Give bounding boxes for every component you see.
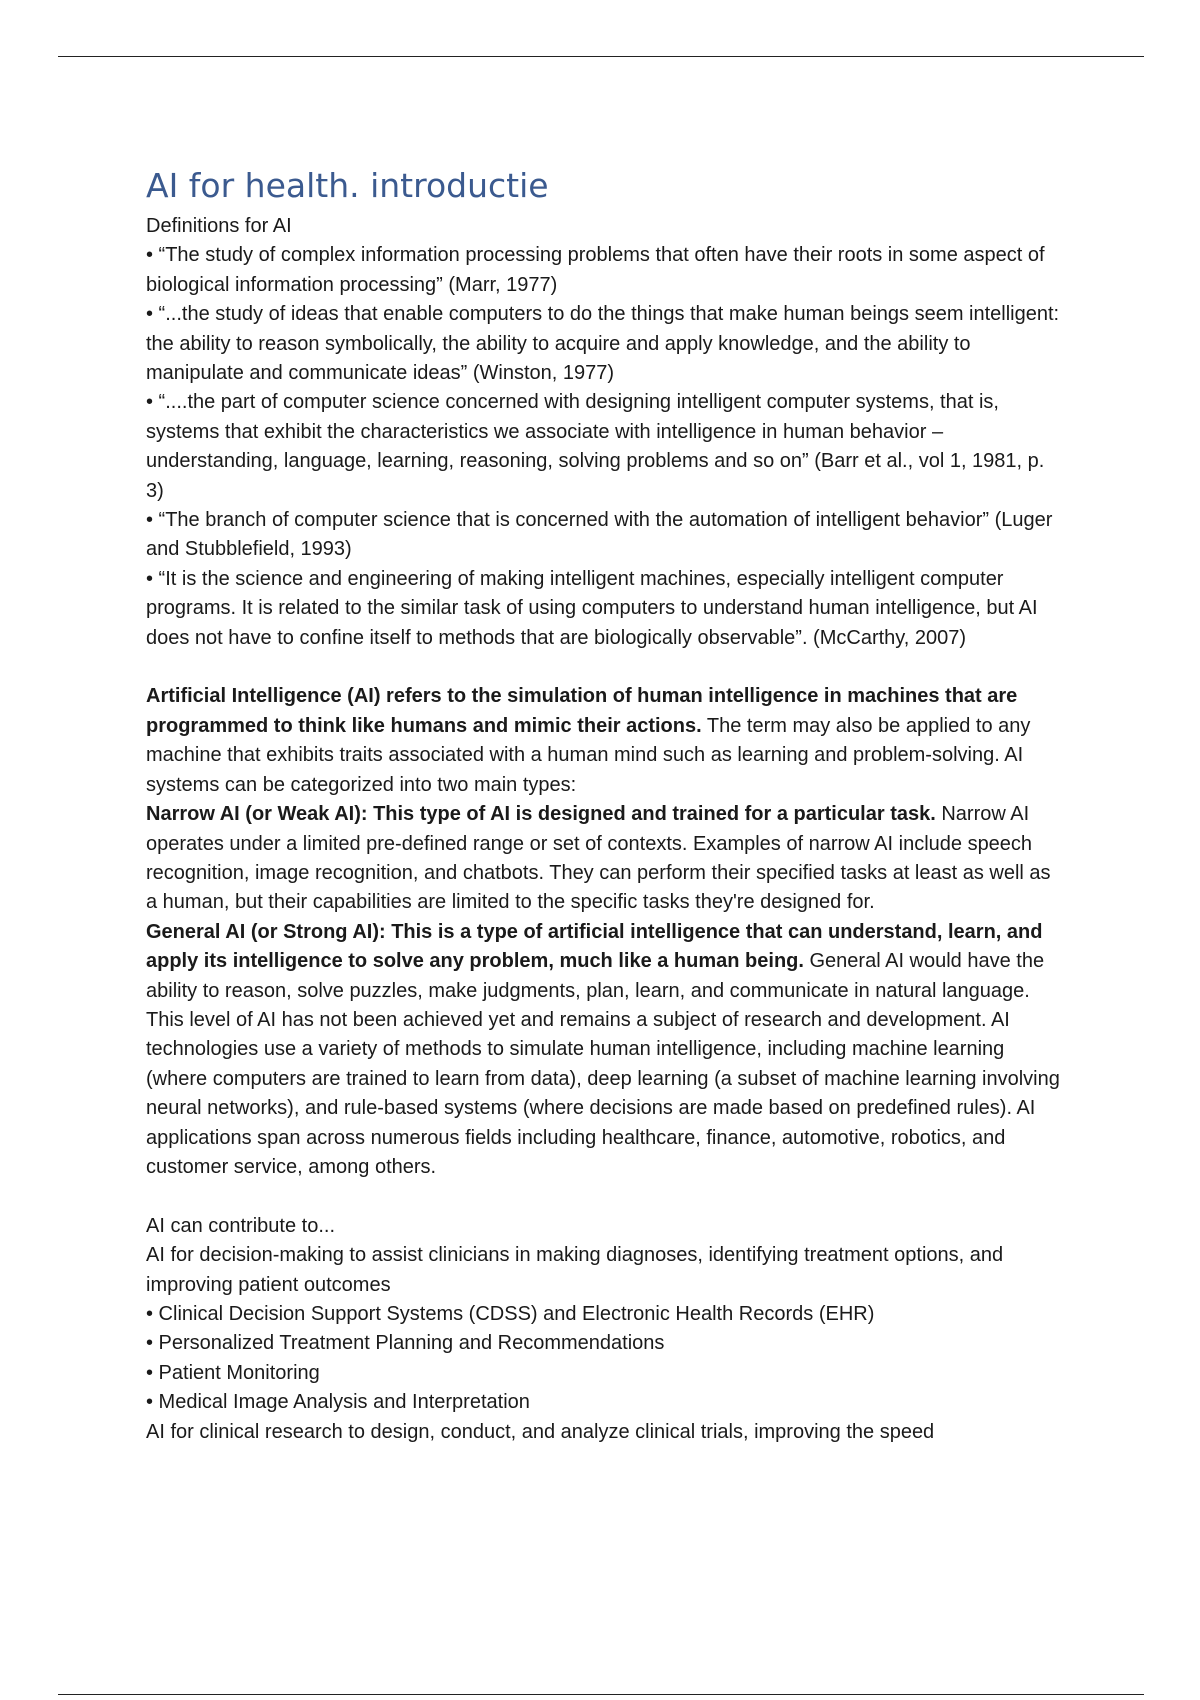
general-ai-paragraph: [146, 918, 1066, 1006]
document-title: AI for health. introductie: [146, 166, 549, 205]
paragraph-spacer: [146, 1182, 1066, 1211]
ai-definition-bold: Artificial Intelligence (AI) refers to the simulation of human intelligence in machines that are programmed to think like humans and mimic their actions.: [146, 685, 1018, 737]
decision-making-intro: AI for decision-making to assist clinicians in making diagnoses, identifying treatment options, and improving patient outcomes: [146, 1244, 1004, 1296]
general-ai-text: General AI would have the ability to reason, solve puzzles, make judgments, plan, learn, and communicate in natural language.: [146, 950, 1045, 1002]
development-paragraph: This level of AI has not been achieved yet and remains a subject of research and development. AI technologies use a variety of methods to simulate human intelligence, including machine learning (where computers are trained to learn from data), deep learning (a subset of machine learning involving neural networks), and rule-based systems (where decisions are made based on predefined rules). AI applications span across numerous fields including healthcare, finance, automotive, robotics, and customer service, among others.: [146, 1008, 1060, 1178]
bottom-rule: [58, 1694, 1144, 1695]
definition-item: • “The branch of computer science that is concerned with the automation of intelligent behavior” (Luger and Stubblefield, 1993): [146, 509, 1053, 561]
clinical-research-line: AI for clinical research to design, conduct, and analyze clinical trials, improving the speed: [146, 1420, 935, 1443]
narrow-ai-paragraph: [146, 800, 1066, 918]
narrow-ai-text: Narrow AI operates under a limited pre-defined range or set of contexts. Examples of narrow AI include speech recognition, image recognition, and chatbots. They can perform their specified tasks at least as well as a human, but their capabilities are limited to the specific tasks they're designed for.: [146, 803, 1051, 914]
ai-definition-paragraph: [146, 682, 1066, 800]
paragraph-spacer: [146, 653, 1066, 682]
definition-item: • “....the part of computer science concerned with designing intelligent computer systems, that is, systems that exhibit the characteristics we associate with intelligence in human behavior – understanding, language, learning, reasoning, solving problems and so on” (Barr et al., vol 1, 1981, p. 3): [146, 391, 1045, 502]
general-ai-bold: General AI (or Strong AI): This is a type of artificial intelligence that can understand, learn, and apply its intelligence to solve any problem, much like a human being.: [146, 920, 1043, 973]
contribute-item: • Personalized Treatment Planning and Recommendations: [146, 1332, 665, 1355]
definitions-list: [146, 241, 1066, 653]
ai-definition-text: The term may also be applied to any machine that exhibits traits associated with a human mind such as learning and problem-solving. AI systems can be categorized into two main types:: [146, 714, 1031, 796]
document-body: [146, 166, 1066, 1447]
contribute-item: • Clinical Decision Support Systems (CDSS) and Electronic Health Records (EHR): [146, 1303, 875, 1325]
definitions-heading: Definitions for AI: [146, 215, 292, 237]
narrow-ai-bold: Narrow AI (or Weak AI): This type of AI is designed and trained for a particular task.: [146, 803, 936, 826]
contribute-heading: AI can contribute to...: [146, 1214, 335, 1237]
definition-item: • “The study of complex information processing problems that often have their roots in some aspect of biological information processing” (Marr, 1977): [146, 244, 1045, 296]
contribute-item: • Patient Monitoring: [146, 1361, 320, 1384]
definition-item: • “It is the science and engineering of making intelligent machines, especially intelligent computer programs. It is related to the similar task of using computers to understand human intelligence, but AI does not have to confine itself to methods that are biologically observable”. (McCarthy, 2007): [146, 567, 1038, 649]
top-rule: [58, 56, 1144, 57]
contribute-item: • Medical Image Analysis and Interpretation: [146, 1391, 530, 1414]
contribute-list: [146, 1300, 1066, 1418]
definition-item: • “...the study of ideas that enable computers to do the things that make human beings seem intelligent: the ability to reason symbolically, the ability to acquire and apply knowledge, and the ability to manipulate and communicate ideas” (Winston, 1977): [146, 303, 1060, 385]
